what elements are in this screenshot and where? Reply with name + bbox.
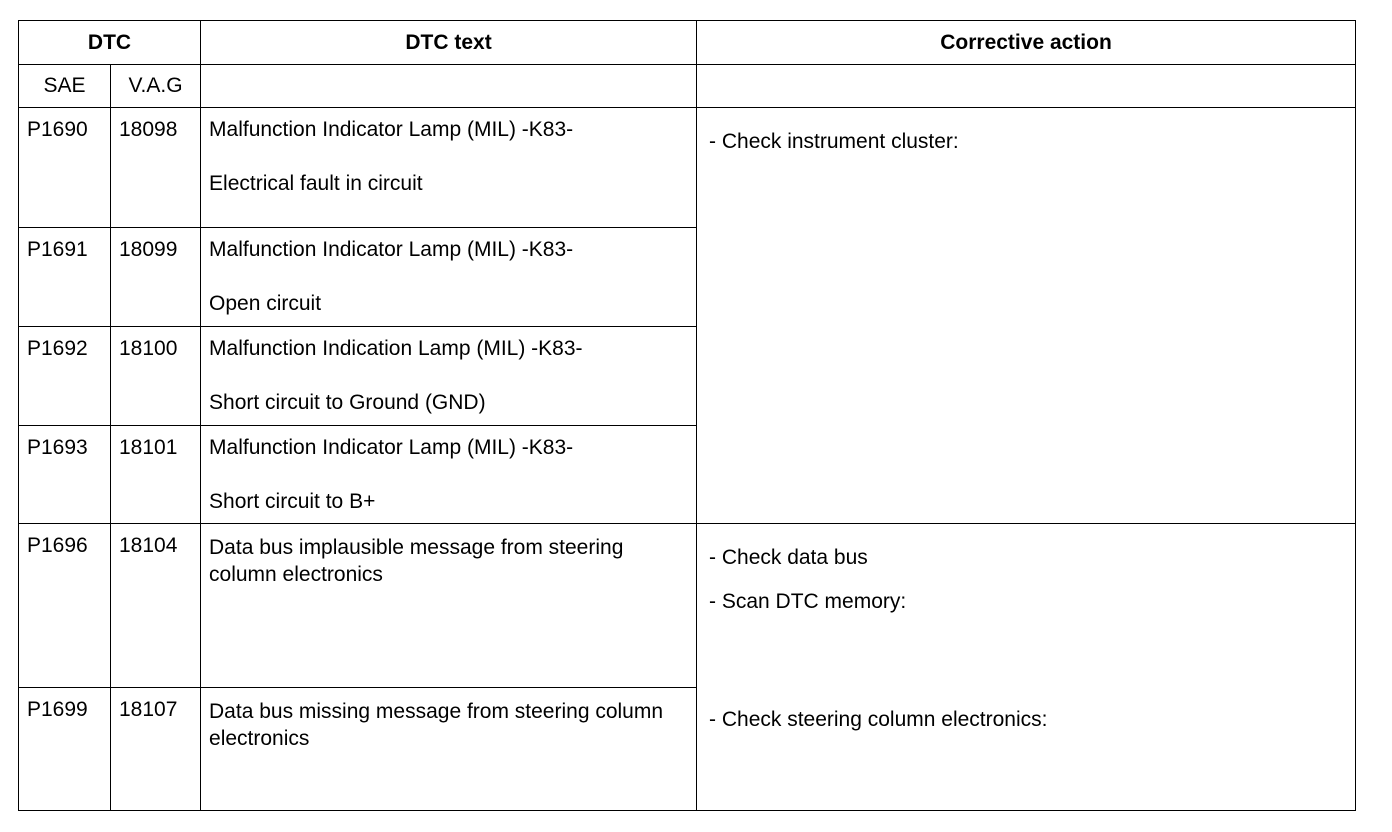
- dtc-text-cell: Data bus missing message from steering column electronics: [201, 688, 697, 811]
- dtc-text-cell: [201, 426, 697, 524]
- corrective-action-header: Corrective action: [697, 21, 1356, 65]
- sae-code: P1690: [19, 108, 111, 228]
- vag-header: V.A.G: [111, 65, 201, 108]
- table-row: [19, 524, 1356, 688]
- dtc-text-line1: Malfunction Indicator Lamp (MIL) -K83-: [209, 436, 574, 459]
- vag-code: 18107: [111, 688, 201, 811]
- dtc-text-line2: Open circuit: [209, 292, 322, 315]
- dtc-text-line2: Short circuit to Ground (GND): [209, 391, 486, 414]
- action-scan-dtc-memory: - Scan DTC memory:: [709, 590, 907, 613]
- corrective-action-cell: [697, 524, 1356, 811]
- dtc-header: DTC: [19, 21, 201, 65]
- dtc-text-header: DTC text: [201, 21, 697, 65]
- sae-code: P1696: [19, 524, 111, 688]
- dtc-text-line1: Malfunction Indicator Lamp (MIL) -K83-: [209, 238, 574, 261]
- table-row: [19, 108, 1356, 228]
- corrective-action-cell: [697, 108, 1356, 524]
- dtc-text-line2: Electrical fault in circuit: [209, 172, 423, 195]
- vag-code: 18098: [111, 108, 201, 228]
- sae-header: SAE: [19, 65, 111, 108]
- sae-code: P1692: [19, 327, 111, 426]
- action-check-data-bus: - Check data bus: [709, 546, 868, 569]
- dtc-text-line1: Malfunction Indicator Lamp (MIL) -K83-: [209, 118, 574, 141]
- dtc-text-cell: Data bus implausible message from steering column electronics: [201, 524, 697, 688]
- subheader-row: [19, 65, 1356, 108]
- vag-code: 18099: [111, 228, 201, 327]
- dtc-text-line1: Malfunction Indication Lamp (MIL) -K83-: [209, 337, 583, 360]
- header-row: [19, 21, 1356, 65]
- dtc-text-cell: [201, 228, 697, 327]
- sae-code: P1699: [19, 688, 111, 811]
- action-check-instrument-cluster: - Check instrument cluster:: [709, 130, 959, 153]
- dtc-text-cell: [201, 108, 697, 228]
- action-check-steering-column: - Check steering column electronics:: [709, 708, 1048, 731]
- empty-subheader-cell: [697, 65, 1356, 108]
- dtc-table: [18, 20, 1356, 811]
- sae-code: P1691: [19, 228, 111, 327]
- vag-code: 18100: [111, 327, 201, 426]
- dtc-text-cell: [201, 327, 697, 426]
- dtc-text-line2: Short circuit to B+: [209, 490, 376, 513]
- empty-subheader-cell: [201, 65, 697, 108]
- vag-code: 18104: [111, 524, 201, 688]
- sae-code: P1693: [19, 426, 111, 524]
- vag-code: 18101: [111, 426, 201, 524]
